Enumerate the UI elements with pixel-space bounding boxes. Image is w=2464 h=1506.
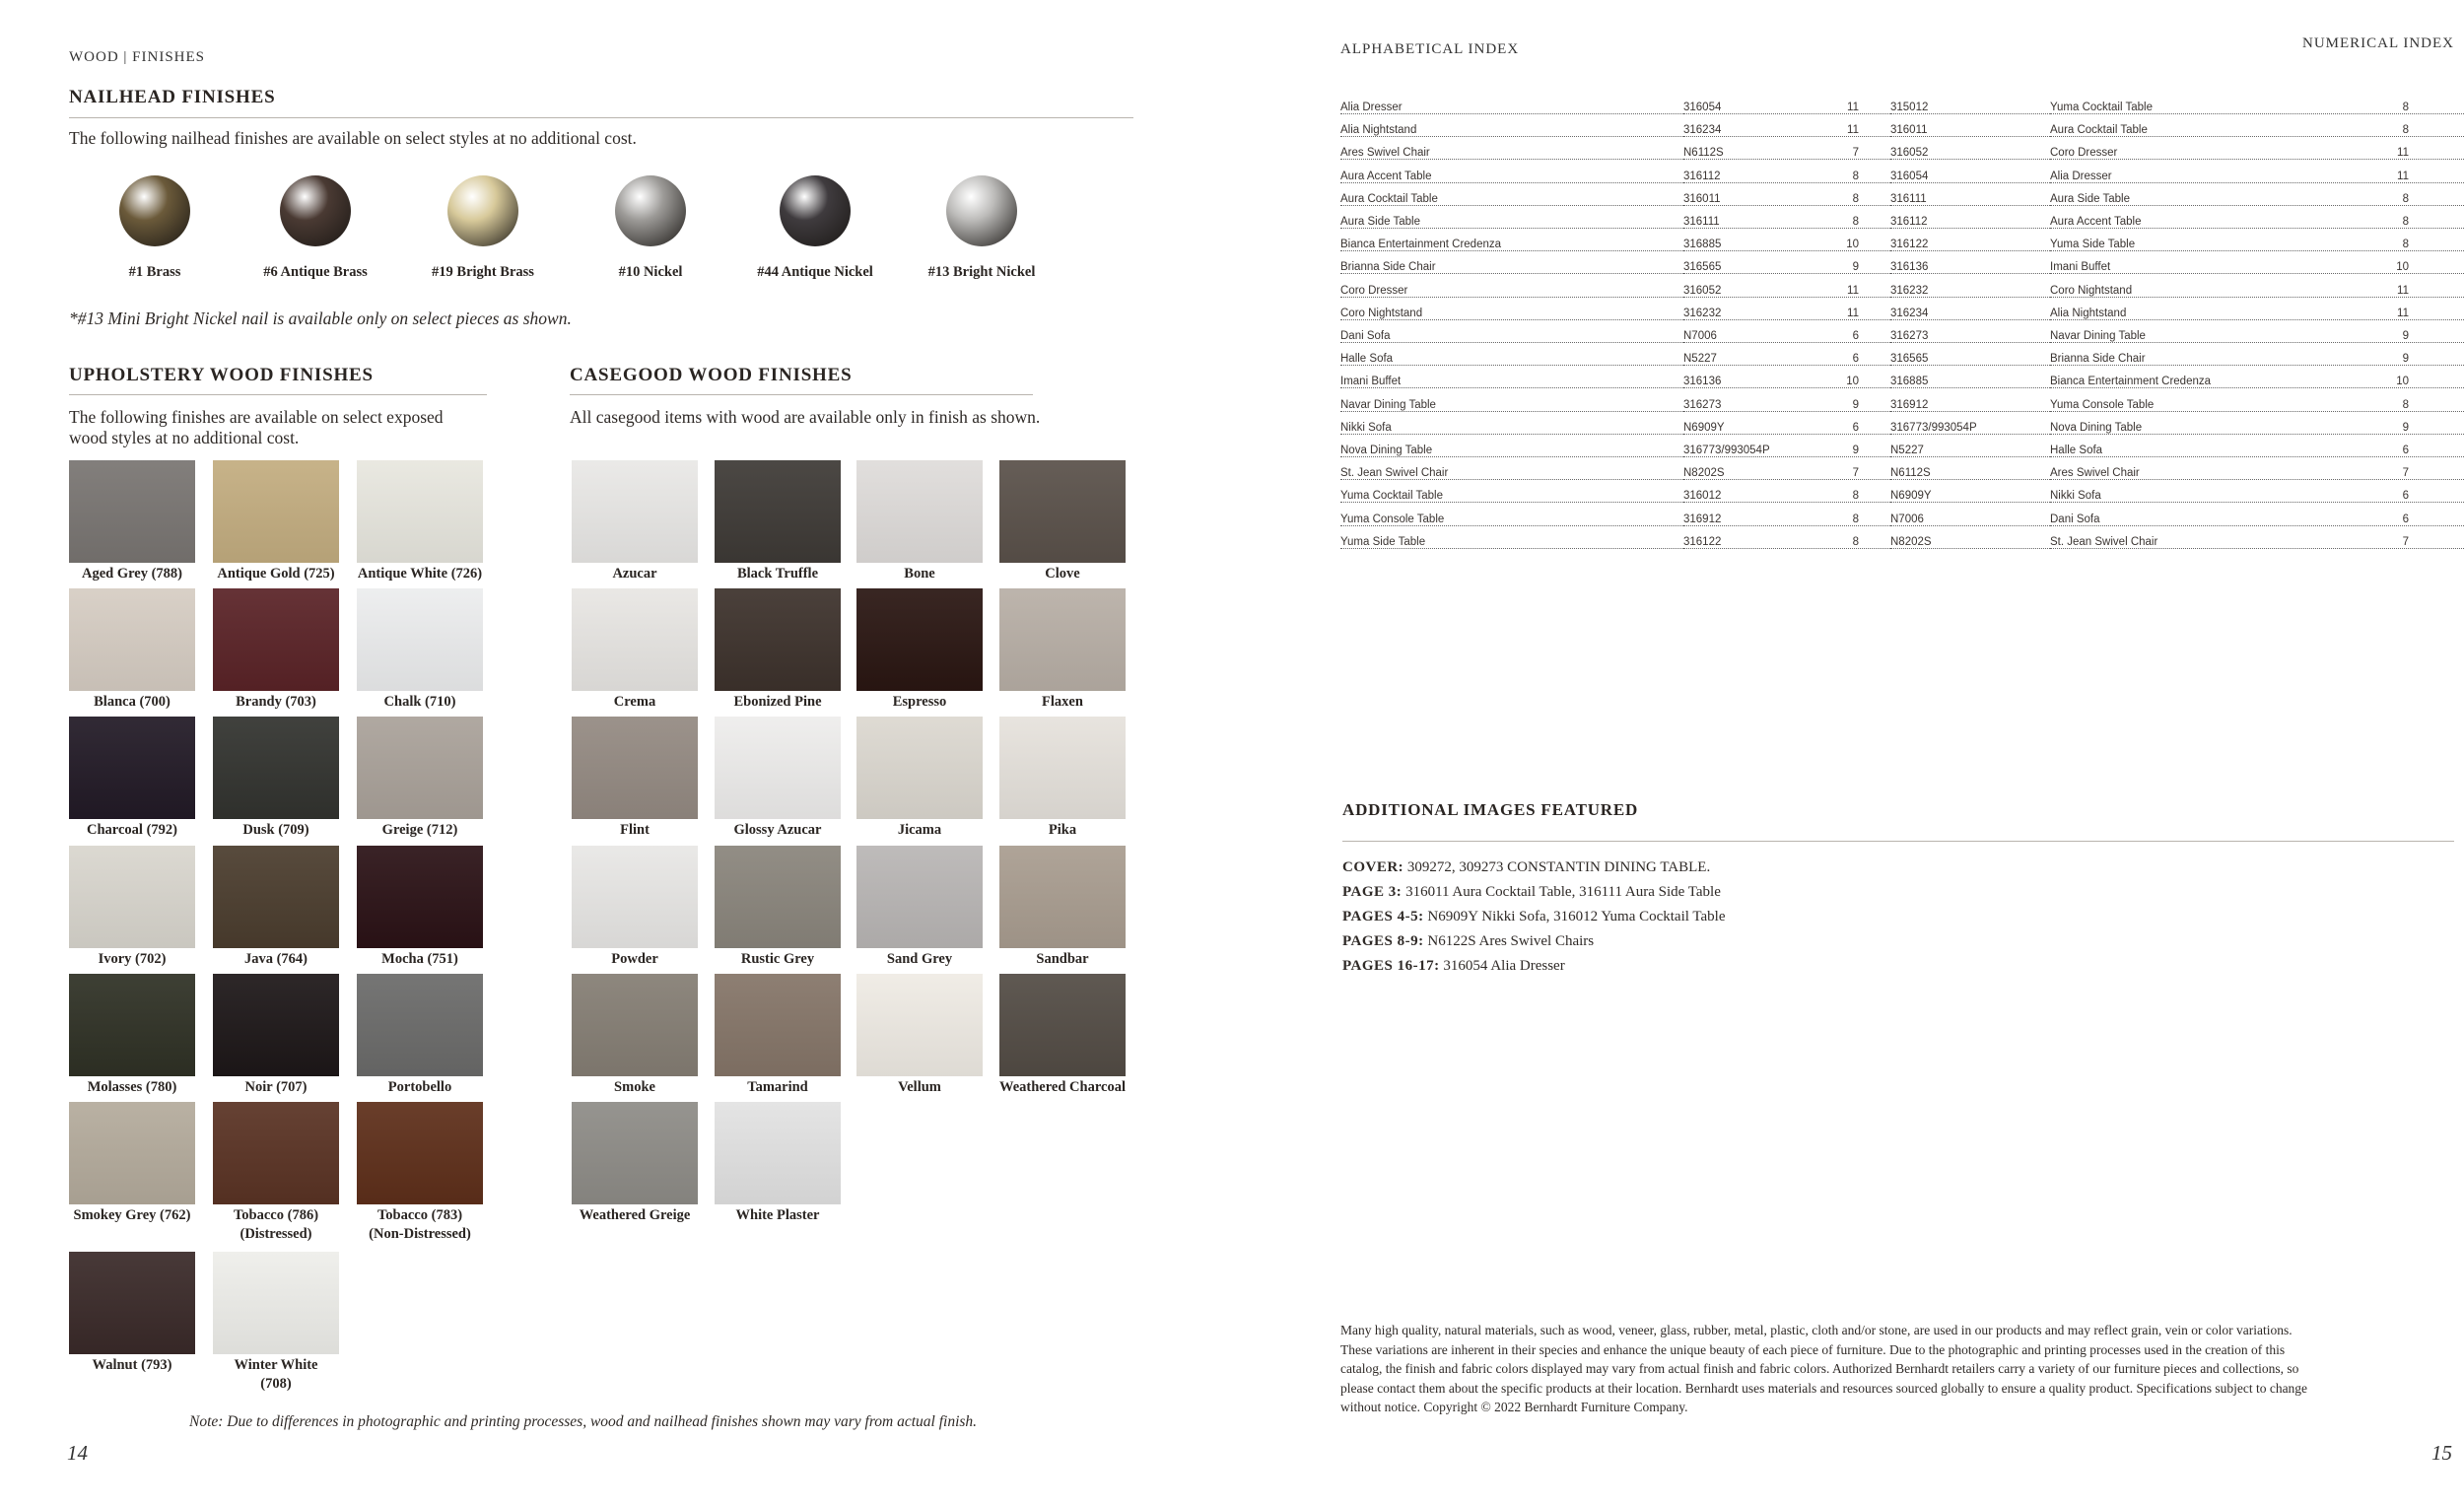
index-entry: 316565 Brianna Side Chair 9 bbox=[1890, 353, 2409, 376]
finish-swatch bbox=[856, 460, 983, 563]
finish-swatch-label: Mocha (751) bbox=[381, 951, 458, 967]
casegood-rule bbox=[570, 394, 1033, 395]
finish-swatch-label: Antique Gold (725) bbox=[217, 566, 335, 582]
finish-swatch-label: Antique White (726) bbox=[357, 566, 483, 582]
finish-swatch-label: Sandbar bbox=[1036, 951, 1089, 967]
finish-swatch bbox=[213, 974, 339, 1076]
finish-swatch bbox=[213, 460, 339, 563]
running-head: WOOD | FINISHES bbox=[69, 49, 206, 65]
finish-swatch-label: Black Truffle bbox=[736, 566, 819, 582]
upholstery-intro-line2: wood styles at no additional cost. bbox=[69, 428, 300, 447]
finish-swatch bbox=[715, 974, 841, 1076]
finish-swatch-label: Brandy (703) bbox=[236, 694, 316, 710]
finish-swatch bbox=[999, 717, 1126, 819]
nailhead-swatch bbox=[280, 175, 351, 246]
finish-swatch-label: Smoke bbox=[614, 1079, 655, 1095]
nailhead-label: #10 Nickel bbox=[618, 264, 683, 280]
nailhead-swatch bbox=[946, 175, 1017, 246]
index-entry: Aura Accent Table 316112 8 bbox=[1340, 171, 1859, 193]
finish-swatch-label: Powder bbox=[611, 951, 658, 967]
index-entry: Coro Dresser 316052 11 bbox=[1340, 285, 1859, 308]
finish-swatch bbox=[213, 588, 339, 691]
finish-swatch-label: Rustic Grey bbox=[740, 951, 815, 967]
finish-swatch-label: Vellum bbox=[898, 1079, 941, 1095]
finish-swatch-label: Jicama bbox=[897, 822, 942, 838]
nailhead-swatch bbox=[119, 175, 190, 246]
finish-swatch-label: Dusk (709) bbox=[242, 822, 309, 838]
finish-swatch bbox=[856, 588, 983, 691]
index-entry: 316885 Bianca Entertainment Credenza 10 bbox=[1890, 376, 2409, 398]
finish-swatch-label: Weathered Charcoal bbox=[999, 1079, 1126, 1095]
finish-swatch bbox=[357, 846, 483, 948]
index-entry: 315012 Yuma Cocktail Table 8 bbox=[1890, 102, 2409, 124]
finish-swatch-label: Molasses (780) bbox=[87, 1079, 177, 1095]
index-entry: Navar Dining Table 316273 9 bbox=[1340, 399, 1859, 422]
index-entry: Nova Dining Table 316773/993054P 9 bbox=[1340, 445, 1859, 467]
index-entry: 316136 Imani Buffet 10 bbox=[1890, 261, 2409, 284]
finish-swatch bbox=[856, 974, 983, 1076]
finish-swatch bbox=[357, 717, 483, 819]
finish-swatch-label: Ivory (702) bbox=[98, 951, 167, 967]
finish-swatch bbox=[999, 460, 1126, 563]
finish-swatch bbox=[572, 974, 698, 1076]
index-entry: Halle Sofa N5227 6 bbox=[1340, 353, 1859, 376]
nailhead-label: #6 Antique Brass bbox=[263, 264, 368, 280]
disclaimer bbox=[1340, 1321, 2459, 1417]
finish-swatch bbox=[856, 846, 983, 948]
index-entry: St. Jean Swivel Chair N8202S 7 bbox=[1340, 467, 1859, 490]
nailhead-label: #44 Antique Nickel bbox=[757, 264, 873, 280]
finish-swatch-label: Tobacco (783) (Non-Distressed) bbox=[369, 1207, 471, 1242]
disclaimer-line: please contact them about the specific products at their location. Bernhardt uses materials and resources sourced globally to ensure a quality product. Specifications subject to change bbox=[1340, 1380, 2308, 1396]
finish-swatch bbox=[357, 1102, 483, 1204]
finish-swatch bbox=[69, 588, 195, 691]
finish-swatch bbox=[999, 974, 1126, 1076]
index-entry: Aura Cocktail Table 316011 8 bbox=[1340, 193, 1859, 216]
finish-swatch-label: Java (764) bbox=[243, 951, 308, 967]
finish-swatch-label: Walnut (793) bbox=[92, 1357, 172, 1373]
credit-line: PAGES 4-5: N6909Y Nikki Sofa, 316012 Yuma Cocktail Table bbox=[1342, 909, 1726, 924]
finish-swatch bbox=[715, 846, 841, 948]
finish-swatch-label: Tobacco (786) (Distressed) bbox=[233, 1207, 319, 1242]
finish-swatch-label: Aged Grey (788) bbox=[81, 566, 183, 582]
index-entry: 316273 Navar Dining Table 9 bbox=[1890, 330, 2409, 353]
finish-swatch bbox=[572, 588, 698, 691]
casegood-intro: All casegood items with wood are available only in finish as shown. bbox=[570, 407, 1041, 427]
finish-swatch-label: Noir (707) bbox=[244, 1079, 308, 1095]
finish-swatch-label: Weathered Greige bbox=[579, 1207, 691, 1223]
finish-swatch bbox=[572, 717, 698, 819]
numerical-index-heading: NUMERICAL INDEX bbox=[2301, 35, 2454, 51]
index-entry: 316111 Aura Side Table 8 bbox=[1890, 193, 2409, 216]
upholstery-rule bbox=[69, 394, 487, 395]
index-entry: N5227 Halle Sofa 6 bbox=[1890, 445, 2409, 467]
finish-swatch-label: Flint bbox=[620, 822, 650, 838]
index-entry: Ares Swivel Chair N6112S 7 bbox=[1340, 147, 1859, 170]
additional-images-rule bbox=[1342, 841, 2454, 842]
index-entry: 316112 Aura Accent Table 8 bbox=[1890, 216, 2409, 239]
nailhead-footnote: *#13 Mini Bright Nickel nail is available only on select pieces as shown. bbox=[69, 308, 572, 328]
index-entry: Yuma Cocktail Table 316012 8 bbox=[1340, 490, 1859, 513]
nailhead-rule bbox=[69, 117, 1133, 118]
additional-images-list bbox=[1342, 856, 1726, 979]
finish-swatch-label: Ebonized Pine bbox=[733, 694, 822, 710]
finish-swatch bbox=[213, 717, 339, 819]
finish-swatch bbox=[856, 717, 983, 819]
finish-swatch-label: Clove bbox=[1045, 566, 1080, 582]
casegood-heading: CASEGOOD WOOD FINISHES bbox=[570, 365, 853, 385]
finish-swatch-label: Espresso bbox=[892, 694, 947, 710]
finish-swatch bbox=[213, 846, 339, 948]
index-entry: Alia Nightstand 316234 11 bbox=[1340, 124, 1859, 147]
finish-swatch-label: Winter White (708) bbox=[234, 1357, 318, 1392]
nailhead-label: #19 Bright Brass bbox=[432, 264, 534, 280]
index-entry: Yuma Side Table 316122 8 bbox=[1340, 536, 1859, 559]
finish-swatch-label: Charcoal (792) bbox=[87, 822, 177, 838]
index-entry: N6909Y Nikki Sofa 6 bbox=[1890, 490, 2409, 513]
credit-line: PAGES 16-17: 316054 Alia Dresser bbox=[1342, 958, 1565, 974]
finish-swatch bbox=[69, 460, 195, 563]
nailhead-intro: The following nailhead finishes are available on select styles at no additional cost. bbox=[69, 128, 637, 148]
finish-swatch bbox=[572, 460, 698, 563]
index-entry: N7006 Dani Sofa 6 bbox=[1890, 513, 2409, 536]
credit-line: COVER: 309272, 309273 CONSTANTIN DINING TABLE. bbox=[1342, 859, 1711, 875]
finish-swatch bbox=[999, 846, 1126, 948]
finish-swatch-label: Tamarind bbox=[747, 1079, 808, 1095]
finish-swatch bbox=[69, 846, 195, 948]
finish-swatch-label: Greige (712) bbox=[381, 822, 458, 838]
nailhead-swatch bbox=[780, 175, 851, 246]
finish-swatch bbox=[715, 460, 841, 563]
index-entry: Bianca Entertainment Credenza 316885 10 bbox=[1340, 239, 1859, 261]
index-entry: N8202S St. Jean Swivel Chair 7 bbox=[1890, 536, 2409, 559]
finish-swatch-label: Smokey Grey (762) bbox=[73, 1207, 191, 1223]
finish-swatch bbox=[999, 588, 1126, 691]
finish-swatch-label: Azucar bbox=[612, 566, 657, 582]
page-number-right: 15 bbox=[2431, 1441, 2452, 1465]
finish-swatch-label: Flaxen bbox=[1042, 694, 1083, 710]
index-entry: 316054 Alia Dresser 11 bbox=[1890, 171, 2409, 193]
finish-swatch bbox=[69, 1252, 195, 1354]
upholstery-intro-line1: The following finishes are available on select exposed bbox=[69, 407, 444, 427]
index-entry: Alia Dresser 316054 11 bbox=[1340, 102, 1859, 124]
nailhead-label: #13 Bright Nickel bbox=[927, 264, 1036, 280]
finish-swatch bbox=[213, 1252, 339, 1354]
index-entry: 316234 Alia Nightstand 11 bbox=[1890, 308, 2409, 330]
finish-swatch-label: White Plaster bbox=[735, 1207, 820, 1223]
index-entry: Nikki Sofa N6909Y 6 bbox=[1340, 422, 1859, 445]
finish-swatch bbox=[69, 717, 195, 819]
nailhead-label: #1 Brass bbox=[128, 264, 181, 280]
finish-note: Note: Due to differences in photographic and printing processes, wood and nailhead finishes shown may vary from actual finish. bbox=[189, 1413, 978, 1430]
index-entry: 316232 Coro Nightstand 11 bbox=[1890, 285, 2409, 308]
index-entry: 316912 Yuma Console Table 8 bbox=[1890, 399, 2409, 422]
index-entry: Brianna Side Chair 316565 9 bbox=[1340, 261, 1859, 284]
finish-swatch bbox=[357, 460, 483, 563]
nailhead-swatch bbox=[615, 175, 686, 246]
index-entry: N6112S Ares Swivel Chair 7 bbox=[1890, 467, 2409, 490]
credit-line: PAGES 8-9: N6122S Ares Swivel Chairs bbox=[1342, 933, 1595, 949]
index-entry: 316011 Aura Cocktail Table 8 bbox=[1890, 124, 2409, 147]
alphabetical-index-heading: ALPHABETICAL INDEX bbox=[1340, 41, 1520, 57]
finish-swatch bbox=[213, 1102, 339, 1204]
finish-swatch bbox=[357, 974, 483, 1076]
index-entry: Aura Side Table 316111 8 bbox=[1340, 216, 1859, 239]
index-entry: Imani Buffet 316136 10 bbox=[1340, 376, 1859, 398]
right-page bbox=[1232, 0, 2464, 1506]
nailhead-swatch bbox=[447, 175, 518, 246]
index-entry: Yuma Console Table 316912 8 bbox=[1340, 513, 1859, 536]
index-entry: 316052 Coro Dresser 11 bbox=[1890, 147, 2409, 170]
finish-swatch-label: Crema bbox=[613, 694, 656, 710]
finish-swatch-label: Glossy Azucar bbox=[733, 822, 822, 838]
disclaimer-line: Many high quality, natural materials, such as wood, veneer, glass, rubber, metal, plastic, cloth and/or stone, are used in our products and may reflect grain, vein or color variations. bbox=[1340, 1323, 2293, 1337]
index-entry: Coro Nightstand 316232 11 bbox=[1340, 308, 1859, 330]
upholstery-heading: UPHOLSTERY WOOD FINISHES bbox=[69, 365, 374, 385]
finish-swatch-label: Chalk (710) bbox=[383, 694, 456, 710]
index-entry: 316122 Yuma Side Table 8 bbox=[1890, 239, 2409, 261]
disclaimer-line: without notice. Copyright © 2022 Bernhardt Furniture Company. bbox=[1340, 1400, 1688, 1414]
finish-swatch bbox=[715, 717, 841, 819]
disclaimer-line: These variations are inherent in their species and enhance the unique beauty of each piece of furniture. Due to the photographic and printing processes used in the creation of this bbox=[1340, 1341, 2286, 1357]
index-entry: 316773/993054P Nova Dining Table 9 bbox=[1890, 422, 2409, 445]
finish-swatch-label: Sand Grey bbox=[886, 951, 953, 967]
finish-swatch bbox=[69, 974, 195, 1076]
finish-swatch bbox=[357, 588, 483, 691]
finish-swatch bbox=[715, 1102, 841, 1204]
disclaimer-line: catalog, the finish and fabric colors displayed may vary from actual finish and fabric colors. Authorized Bernhardt retailers carry a variety of our furniture pieces and collections, so bbox=[1340, 1361, 2299, 1376]
finish-swatch bbox=[572, 846, 698, 948]
finish-swatch-label: Bone bbox=[904, 566, 935, 582]
index-entry: Dani Sofa N7006 6 bbox=[1340, 330, 1859, 353]
finish-swatch-label: Portobello bbox=[387, 1079, 452, 1095]
finish-swatch bbox=[715, 588, 841, 691]
credit-line: PAGE 3: 316011 Aura Cocktail Table, 316111 Aura Side Table bbox=[1342, 884, 1721, 900]
finish-swatch-label: Pika bbox=[1048, 822, 1077, 838]
additional-images-heading: ADDITIONAL IMAGES FEATURED bbox=[1342, 800, 1639, 819]
page-number-left: 14 bbox=[67, 1441, 88, 1465]
finish-swatch-label: Blanca (700) bbox=[94, 694, 171, 710]
finish-swatch bbox=[69, 1102, 195, 1204]
nailhead-heading: NAILHEAD FINISHES bbox=[69, 87, 276, 107]
finish-swatch bbox=[572, 1102, 698, 1204]
